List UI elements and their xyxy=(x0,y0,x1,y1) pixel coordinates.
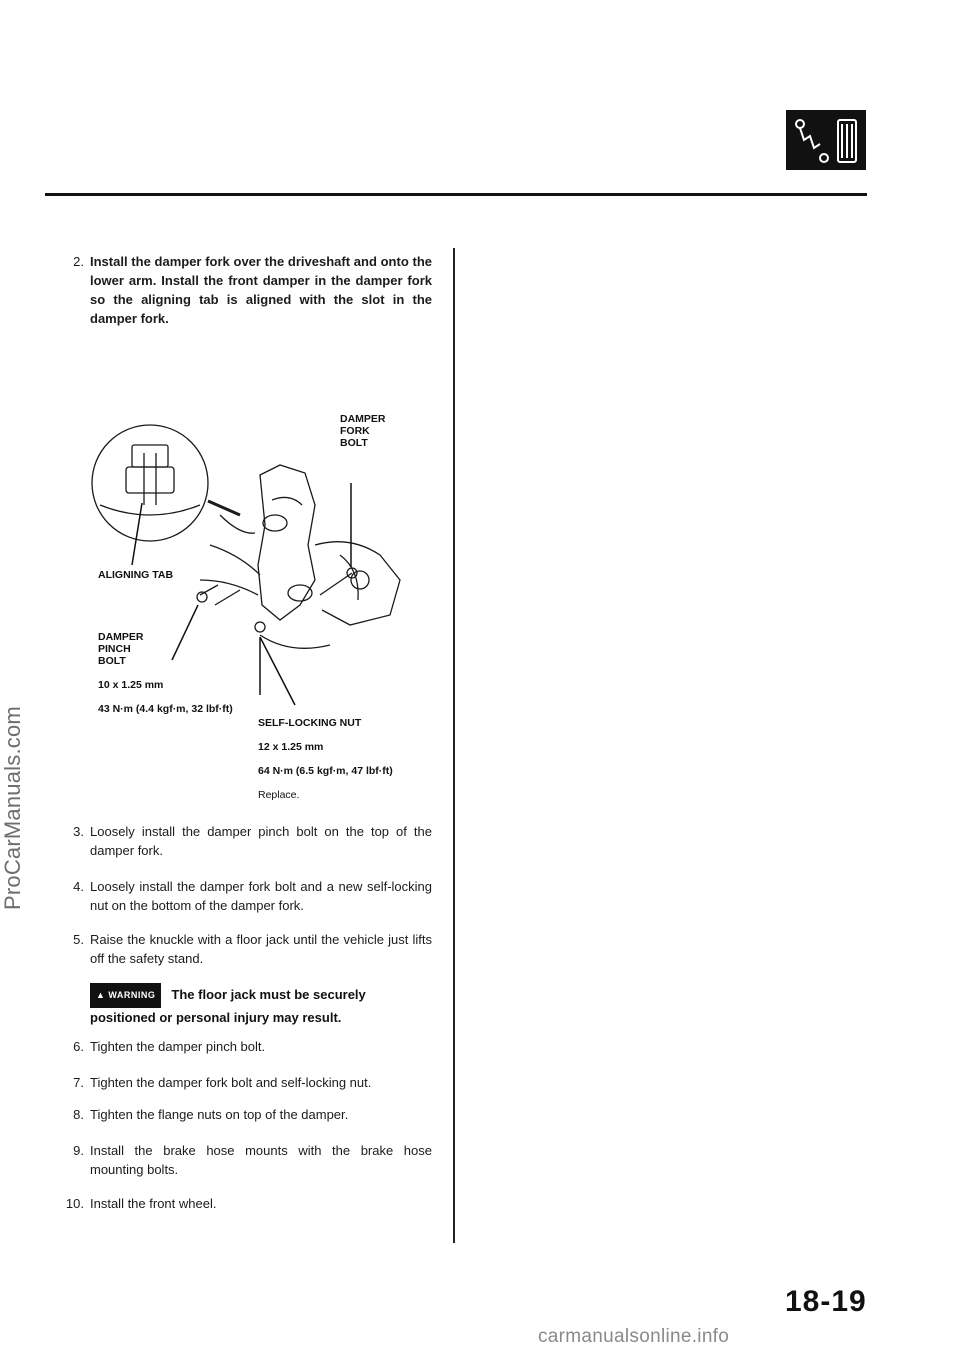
step-7: 7. Tighten the damper fork bolt and self-locking nut. xyxy=(73,1075,372,1090)
header-rule xyxy=(45,193,867,196)
step-4: 4. Loosely install the damper fork bolt and a new self-locking nut on the bottom of the damper fork. xyxy=(73,879,432,913)
pinch-bolt-size: 10 x 1.25 mm xyxy=(98,679,164,691)
step-3: 3. Loosely install the damper pinch bolt on the top of the damper fork. xyxy=(73,824,432,858)
column-divider xyxy=(453,248,455,1243)
warning-badge: ▲ WARNING xyxy=(90,983,161,1008)
self-locking-nut-callout xyxy=(258,705,393,813)
nut-note: Replace. xyxy=(258,789,300,801)
warning-text: The floor jack must be securely positioned or personal injury may result. xyxy=(90,987,366,1025)
nut-name: SELF-LOCKING NUT xyxy=(258,717,362,729)
damper-fork-figure xyxy=(90,405,435,801)
aligning-tab-label: ALIGNING TAB xyxy=(98,569,174,581)
nut-torque: 64 N·m (6.5 kgf·m, 47 lbf·ft) xyxy=(258,765,393,777)
step-8: 8. Tighten the flange nuts on top of the damper. xyxy=(73,1107,349,1122)
step-2: 2. Install the damper fork over the driveshaft and onto the lower arm. Install the front damper in the damper fork so the aligning tab is aligned with the slot in the damper fork. xyxy=(73,254,432,326)
step-6: 6. Tighten the damper pinch bolt. xyxy=(73,1039,266,1054)
side-watermark: ProCarManuals.com xyxy=(0,706,25,910)
footer-watermark: carmanualsonline.info xyxy=(538,1326,730,1347)
pinch-bolt-name: DAMPER PINCH BOLT xyxy=(98,631,144,667)
suspension-section-icon xyxy=(786,110,866,170)
pinch-bolt-callout xyxy=(98,619,233,727)
pinch-bolt-torque: 43 N·m (4.4 kgf·m, 32 lbf·ft) xyxy=(98,703,233,715)
nut-size: 12 x 1.25 mm xyxy=(258,741,324,753)
step-10: 10. Install the front wheel. xyxy=(65,1196,217,1211)
step-5: 5. Raise the knuckle with a floor jack until the vehicle just lifts off the safety stand. xyxy=(73,932,432,966)
page-number: 18-19 xyxy=(785,1285,867,1318)
damper-fork-bolt-label: DAMPER FORK BOLT xyxy=(340,413,386,449)
warning-note xyxy=(90,983,432,1027)
step-9: 9. Install the brake hose mounts with the brake hose mounting bolts. xyxy=(73,1143,432,1177)
